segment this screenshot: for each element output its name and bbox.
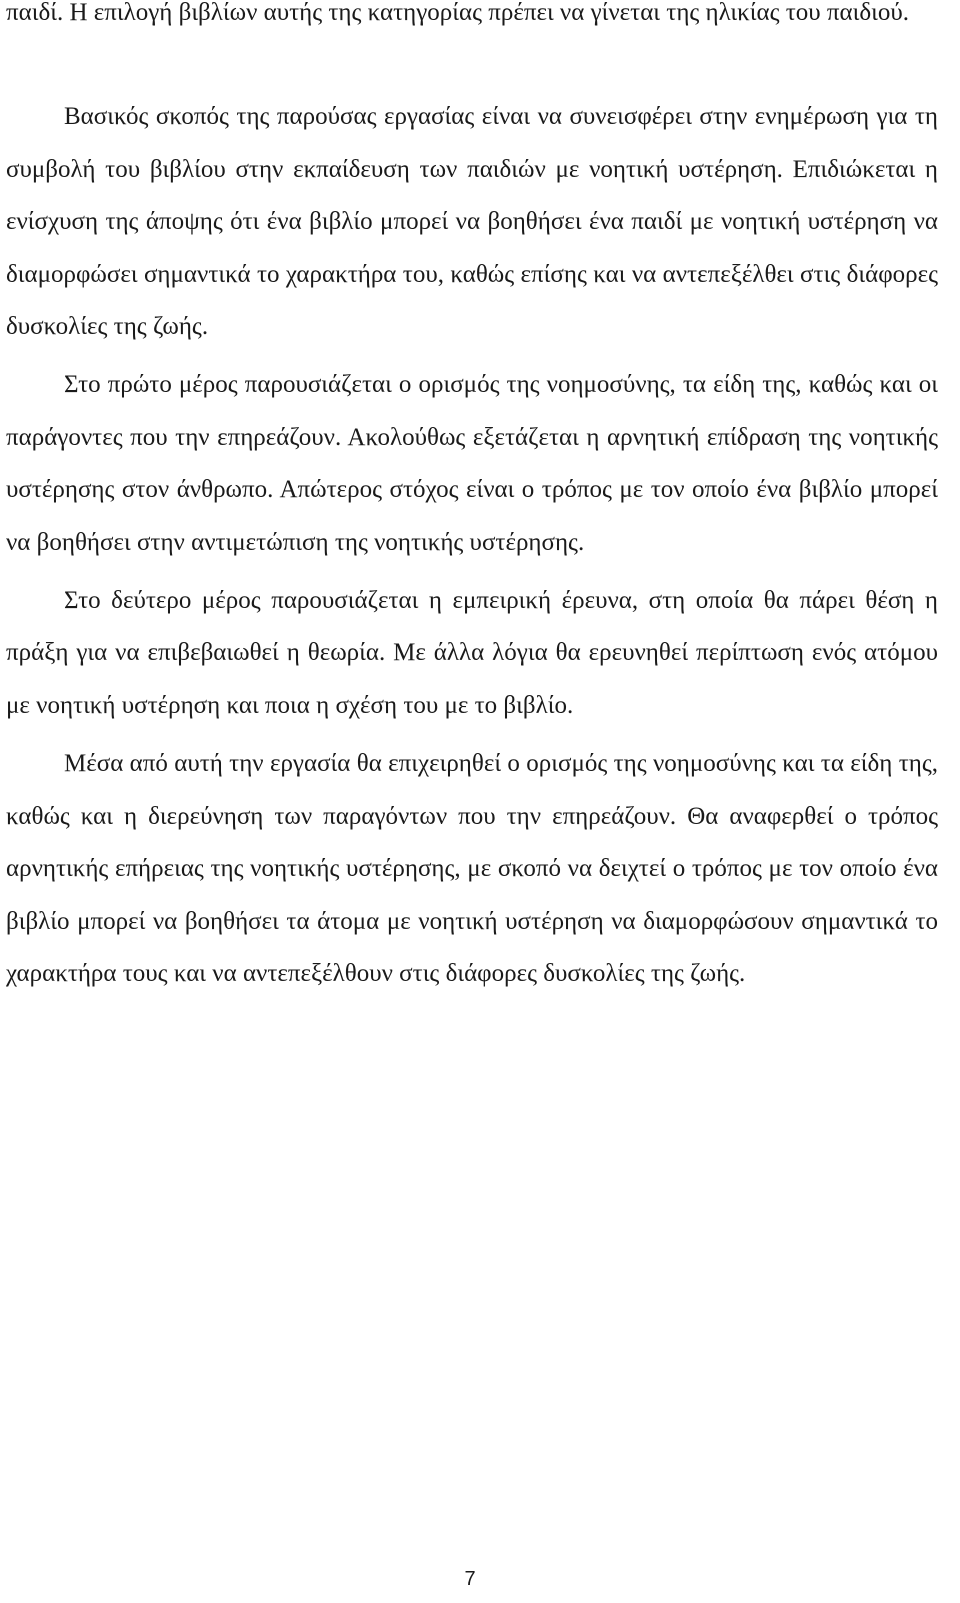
paragraph-first-part: Στο πρώτο μέρος παρουσιάζεται ο ορισμός της νοημοσύνης, τα είδη της, καθώς και οι παράγοντες που την επηρεάζουν. Ακολούθως εξετάζεται η αρνητική επίδραση της νοητικής υστέρησης στον άνθρωπο. Απώτερος στόχος είναι ο τρόπος με τον οποίο ένα βιβλίο μπορεί να βοηθήσει στην αντιμετώπιση της νοητικής υστέρησης. xyxy=(6,371,938,556)
paragraph-second-part: Στο δεύτερο μέρος παρουσιάζεται η εμπειρική έρευνα, στη οποία θα πάρει θέση η πράξη για να επιβεβαιωθεί η θεωρία. Με άλλα λόγια θα ερευνηθεί περίπτωση ενός ατόμου με νοητική υστέρηση και ποια η σχέση του με το βιβλίο. xyxy=(6,587,938,719)
paragraph-continuation: παιδί. Η επιλογή βιβλίων αυτής της κατηγορίας πρέπει να γίνεται της ηλικίας του παιδιού. xyxy=(6,0,909,26)
page-number: 7 xyxy=(464,1568,476,1590)
paragraph-summary: Μέσα από αυτή την εργασία θα επιχειρηθεί ο ορισμός της νοημοσύνης και τα είδη της, καθώς και η διερεύνηση των παραγόντων που την επηρεάζουν. Θα αναφερθεί ο τρόπος αρνητικής επήρειας της νοητικής υστέρησης, με σκοπό να δειχτεί ο τρόπος με τον οποίο ένα βιβλίο μπορεί να βοηθήσει τα άτομα με νοητική υστέρηση να διαμορφώσουν σημαντικά το χαρακτήρα τους και να αντεπεξέλθουν στις διάφορες δυσκολίες της ζωής. xyxy=(6,750,938,987)
document-page xyxy=(6,0,938,1000)
paragraph-purpose: Βασικός σκοπός της παρούσας εργασίας είναι να συνεισφέρει στην ενημέρωση για τη συμβολή του βιβλίου στην εκπαίδευση των παιδιών με νοητική υστέρηση. Επιδιώκεται η ενίσχυση της άποψης ότι ένα βιβλίο μπορεί να βοηθήσει ένα παιδί με νοητική υστέρηση να διαμορφώσει σημαντικά το χαρακτήρα του, καθώς επίσης και να αντεπεξέλθει στις διάφορες δυσκολίες της ζωής. xyxy=(6,103,938,341)
